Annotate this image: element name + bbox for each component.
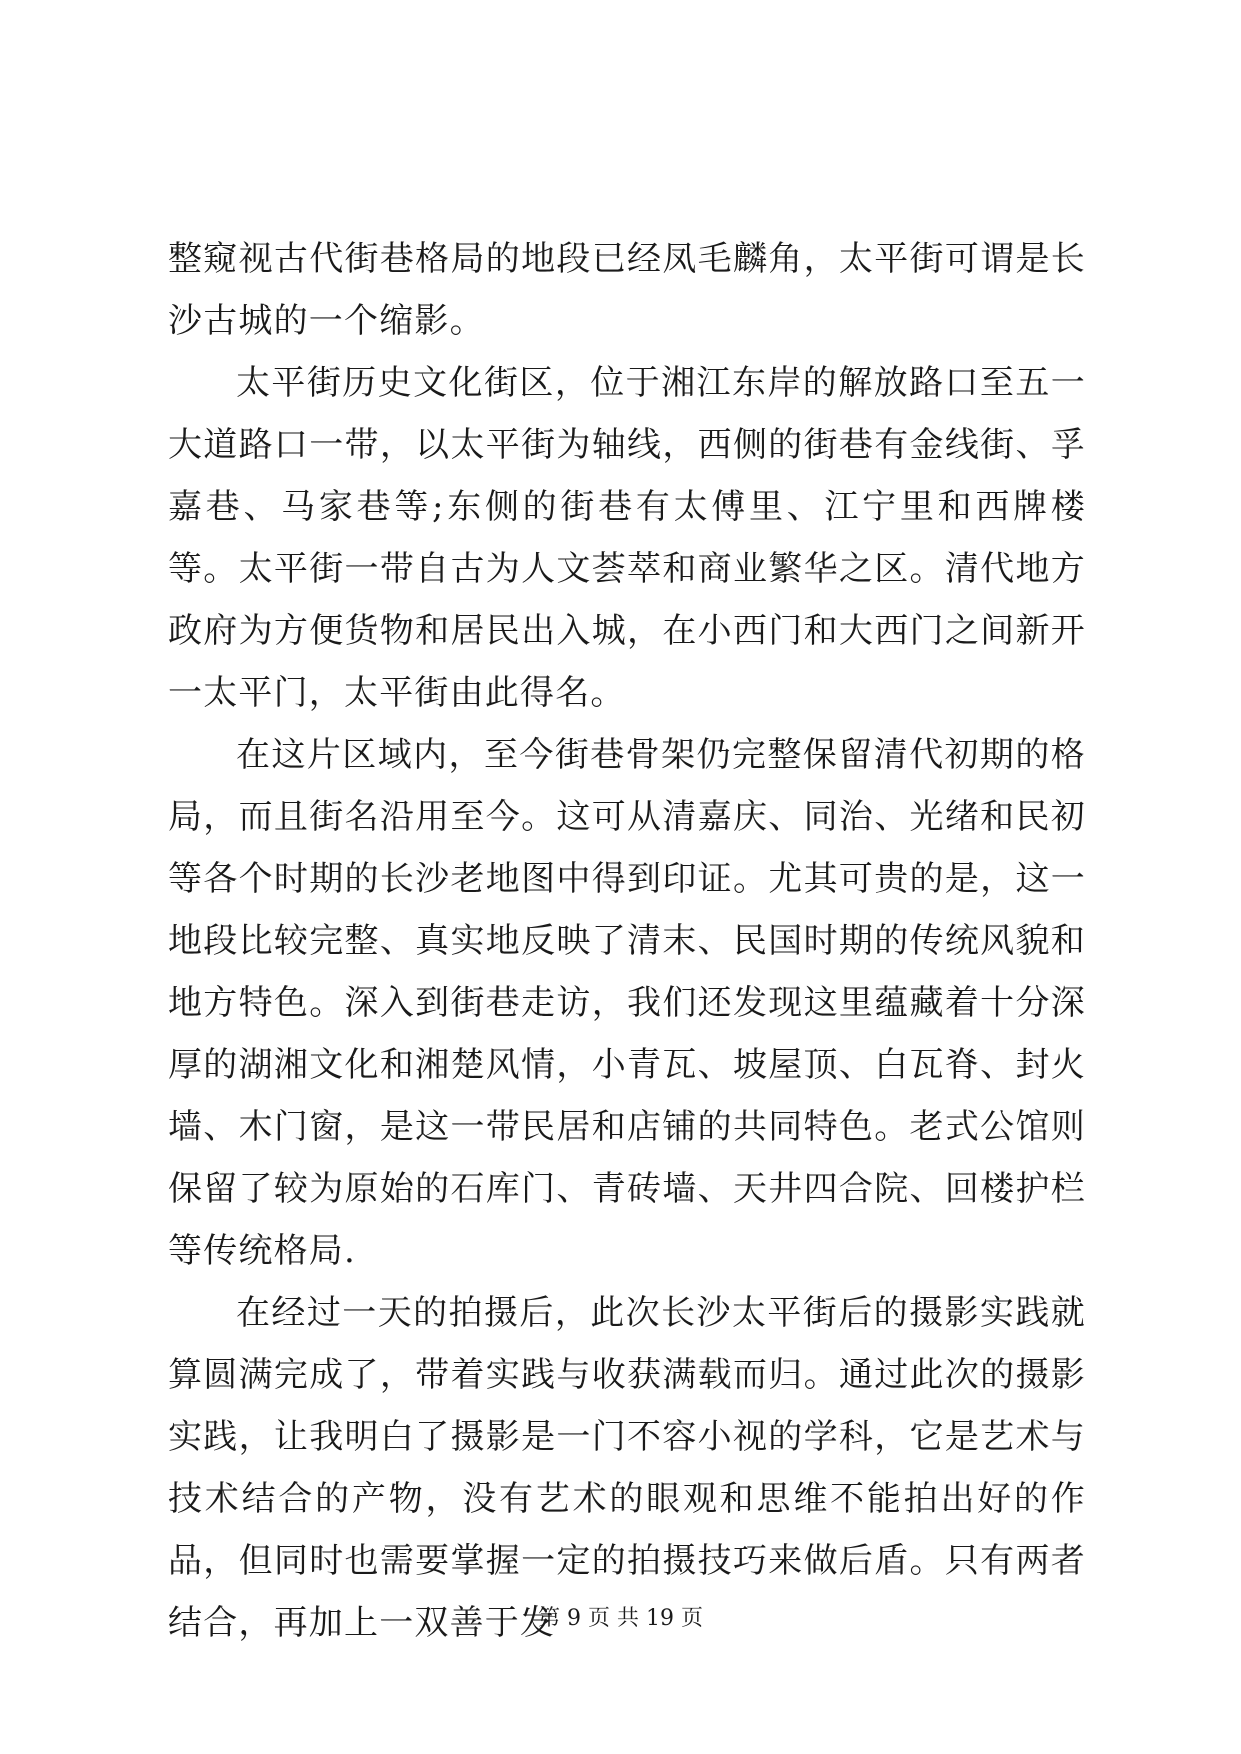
page-number-footer: 第 9 页 共 19 页 xyxy=(538,1606,703,1631)
paragraph-3: 在这片区域内，至今街巷骨架仍完整保留清代初期的格局，而且街名沿用至今。这可从清嘉庆、同治、光绪和民初等各个时期的长沙老地图中得到印证。尤其可贵的是，这一地段比较完整、真实地反映了清末、民国时期的传统风貌和地方特色。深入到街巷走访，我们还发现这里蕴藏着十分深厚的湖湘文化和湘楚风情，小青瓦、坡屋顶、白瓦脊、封火墙、木门窗，是这一带民居和店铺的共同特色。老式公馆则保留了较为原始的石库门、青砖墙、天井四合院、回楼护栏等传统格局. xyxy=(168,735,1086,1271)
paragraph-4: 在经过一天的拍摄后，此次长沙太平街后的摄影实践就算圆满完成了，带着实践与收获满载而归。通过此次的摄影实践，让我明白了摄影是一门不容小视的学科，它是艺术与技术结合的产物，没有艺术的眼观和思维不能拍出好的作品，但同时也需要掌握一定的拍摄技巧来做后盾。只有两者结合，再加上一双善于发 xyxy=(168,1293,1086,1643)
paragraph-2: 太平街历史文化街区，位于湘江东岸的解放路口至五一大道路口一带，以太平街为轴线，西侧的街巷有金线街、孚嘉巷、马家巷等;东侧的街巷有太傅里、江宁里和西牌楼等。太平街一带自古为人文荟萃和商业繁华之区。清代地方政府为方便货物和居民出入城，在小西门和大西门之间新开一太平门，太平街由此得名。 xyxy=(168,363,1086,713)
paragraph-1: 整窥视古代街巷格局的地段已经凤毛麟角，太平街可谓是长沙古城的一个缩影。 xyxy=(168,239,1086,341)
document-body xyxy=(168,228,1086,1654)
